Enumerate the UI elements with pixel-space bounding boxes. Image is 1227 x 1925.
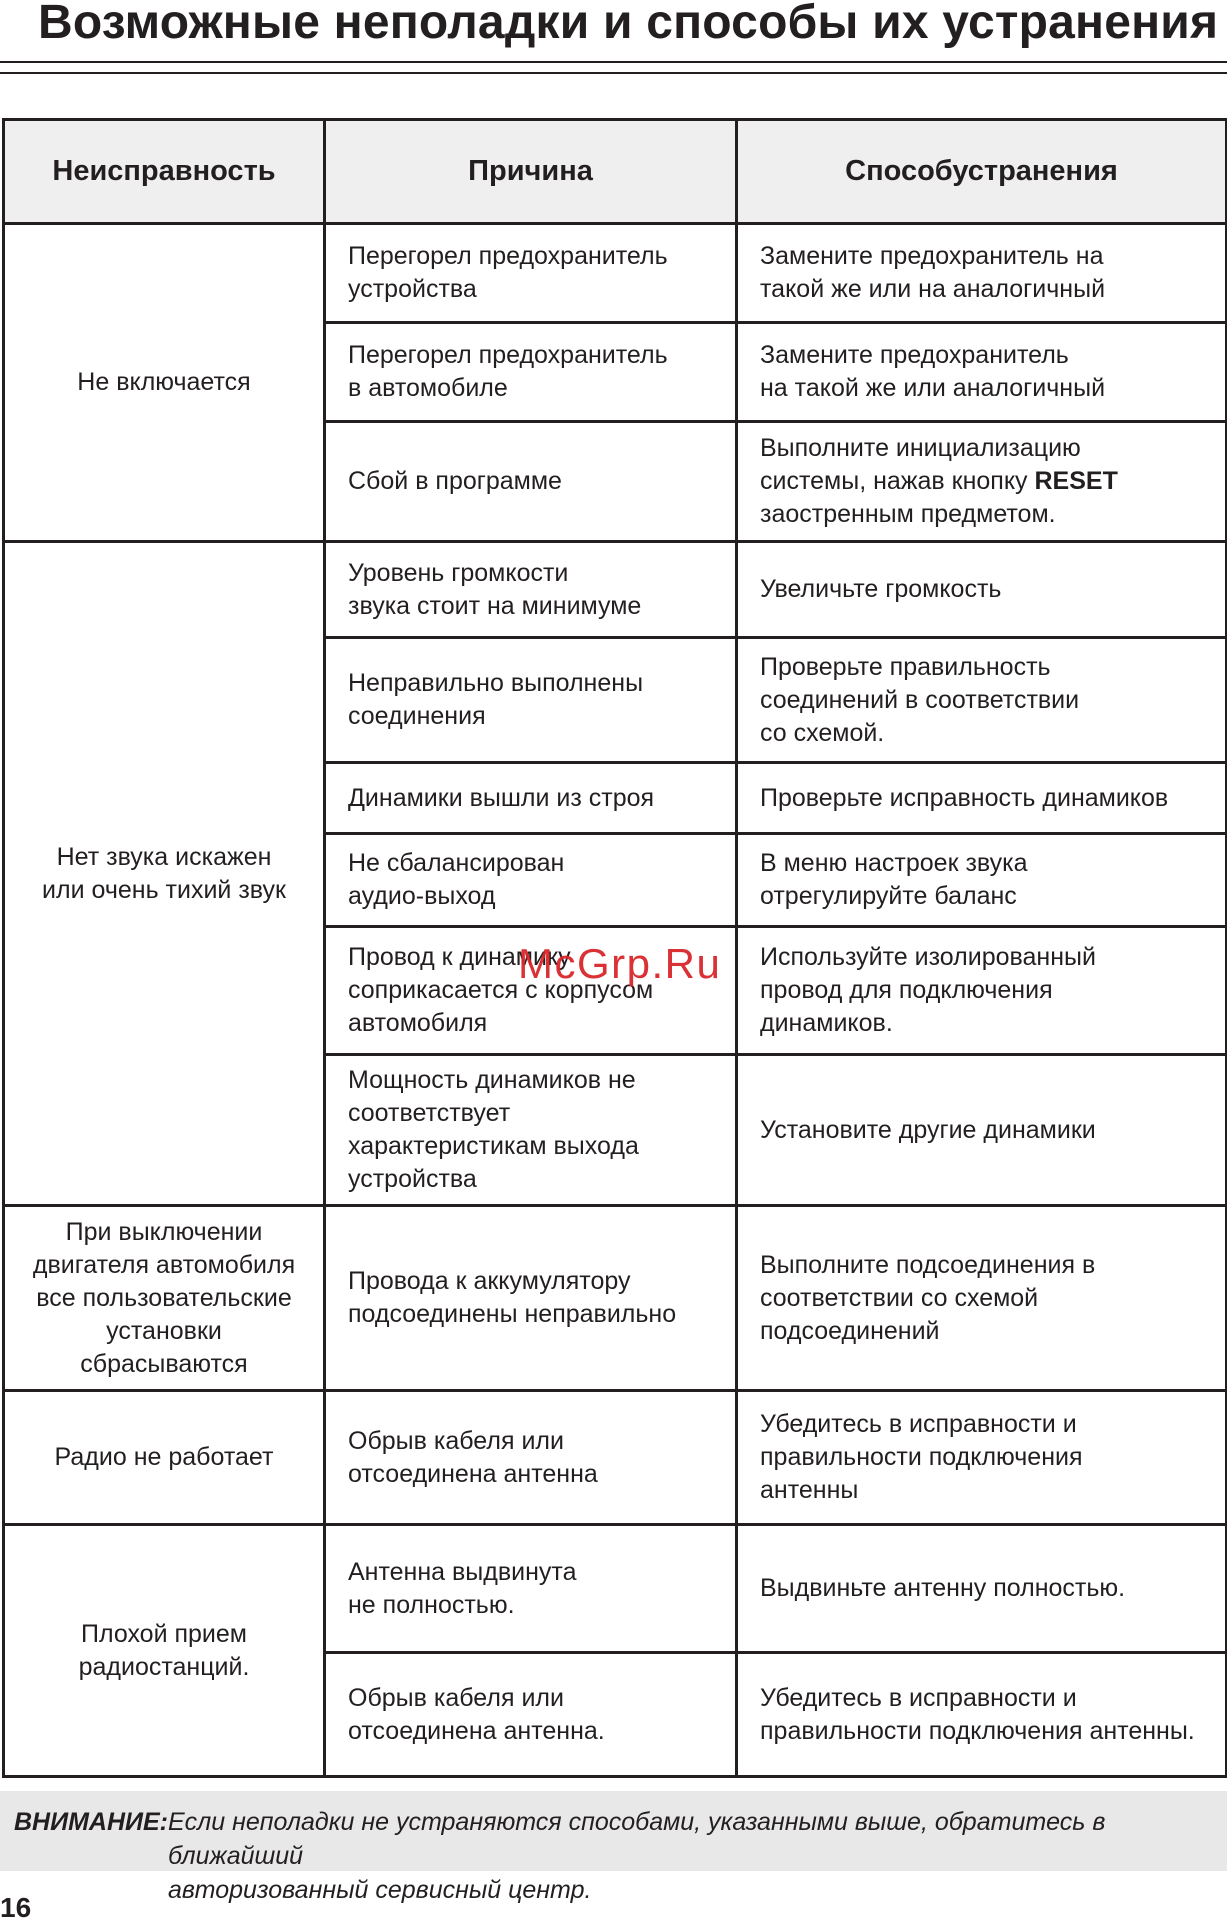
header-issue: Неисправность (4, 120, 325, 224)
cause-cell: Динамики вышли из строя (325, 763, 737, 834)
page-number: 16 (0, 1892, 32, 1923)
header-fix: Способустранения (737, 120, 1227, 224)
cause-cell: Уровень громкости звука стоит на минимуме (325, 542, 737, 638)
issue-cell: Нет звука искажен или очень тихий звук (4, 542, 325, 1206)
header-cause: Причина (325, 120, 737, 224)
issue-cell: Плохой прием радиостанций. (4, 1525, 325, 1777)
cause-cell: Неправильно выполнены соединения (325, 638, 737, 763)
fix-cell: В меню настроек звука отрегулируйте баланс (737, 834, 1227, 927)
fix-cell: Проверьте исправность динамиков (737, 763, 1227, 834)
table-row (4, 1525, 1227, 1653)
warning-text: Если неполадки не устраняются способами, указанными выше, обратитесь в ближайший авторизованный сервисный центр. (168, 1808, 1106, 1904)
fix-cell: Выполните подсоединения в соответствии со схемой подсоединений (737, 1206, 1227, 1391)
fix-cell: Замените предохранитель на такой же или аналогичный (737, 323, 1227, 422)
cause-cell: Провод к динамику соприкасается с корпусом автомобиля (325, 927, 737, 1055)
fix-cell: Замените предохранитель на такой же или на аналогичный (737, 224, 1227, 323)
issue-cell: Радио не работает (4, 1391, 325, 1525)
fix-cell: Проверьте правильность соединений в соответствии со схемой. (737, 638, 1227, 763)
fix-text-after: заостренным предметом. (760, 500, 1056, 528)
cause-cell: Мощность динамиков не соответствует характеристикам выхода устройства (325, 1055, 737, 1206)
warning-label: ВНИМАНИЕ: (14, 1808, 169, 1836)
page-title: Возможные неполадки и способы их устранения (38, 0, 1219, 49)
fix-cell: Убедитесь в исправности и правильности подключения антенны (737, 1391, 1227, 1525)
watermark: McGrp.Ru (518, 940, 722, 987)
cause-cell: Провода к аккумулятору подсоединены неправильно (325, 1206, 737, 1391)
fix-cell: Увеличьте громкость (737, 542, 1227, 638)
title-divider-bottom (0, 72, 1227, 74)
cause-cell: Обрыв кабеля или отсоединена антенна (325, 1391, 737, 1525)
fix-cell (737, 422, 1227, 542)
cause-cell: Перегорел предохранитель устройства (325, 224, 737, 323)
cause-cell: Не сбалансирован аудио-выход (325, 834, 737, 927)
issue-cell: Не включается (4, 224, 325, 542)
fix-text-before: Выполните инициализацию системы, нажав кнопку (760, 434, 1081, 495)
fix-cell: Выдвиньте антенну полностью. (737, 1525, 1227, 1653)
table-row (4, 224, 1227, 323)
issue-cell: При выключении двигателя автомобиля все пользовательские установки сбрасываются (4, 1206, 325, 1391)
fix-cell: Используйте изолированный провод для подключения динамиков. (737, 927, 1227, 1055)
fix-cell: Установите другие динамики (737, 1055, 1227, 1206)
cause-cell: Обрыв кабеля или отсоединена антенна. (325, 1653, 737, 1777)
table-row (4, 1206, 1227, 1391)
cause-cell: Сбой в программе (325, 422, 737, 542)
reset-button-label: RESET (1034, 467, 1118, 495)
cause-cell: Перегорел предохранитель в автомобиле (325, 323, 737, 422)
warning-note (0, 1791, 1227, 1904)
table-row (4, 542, 1227, 638)
table-header-row (4, 120, 1227, 224)
cause-cell: Антенна выдвинута не полностью. (325, 1525, 737, 1653)
table-row (4, 1391, 1227, 1525)
fix-cell: Убедитесь в исправности и правильности подключения антенны. (737, 1653, 1227, 1777)
title-divider-top (0, 61, 1227, 63)
